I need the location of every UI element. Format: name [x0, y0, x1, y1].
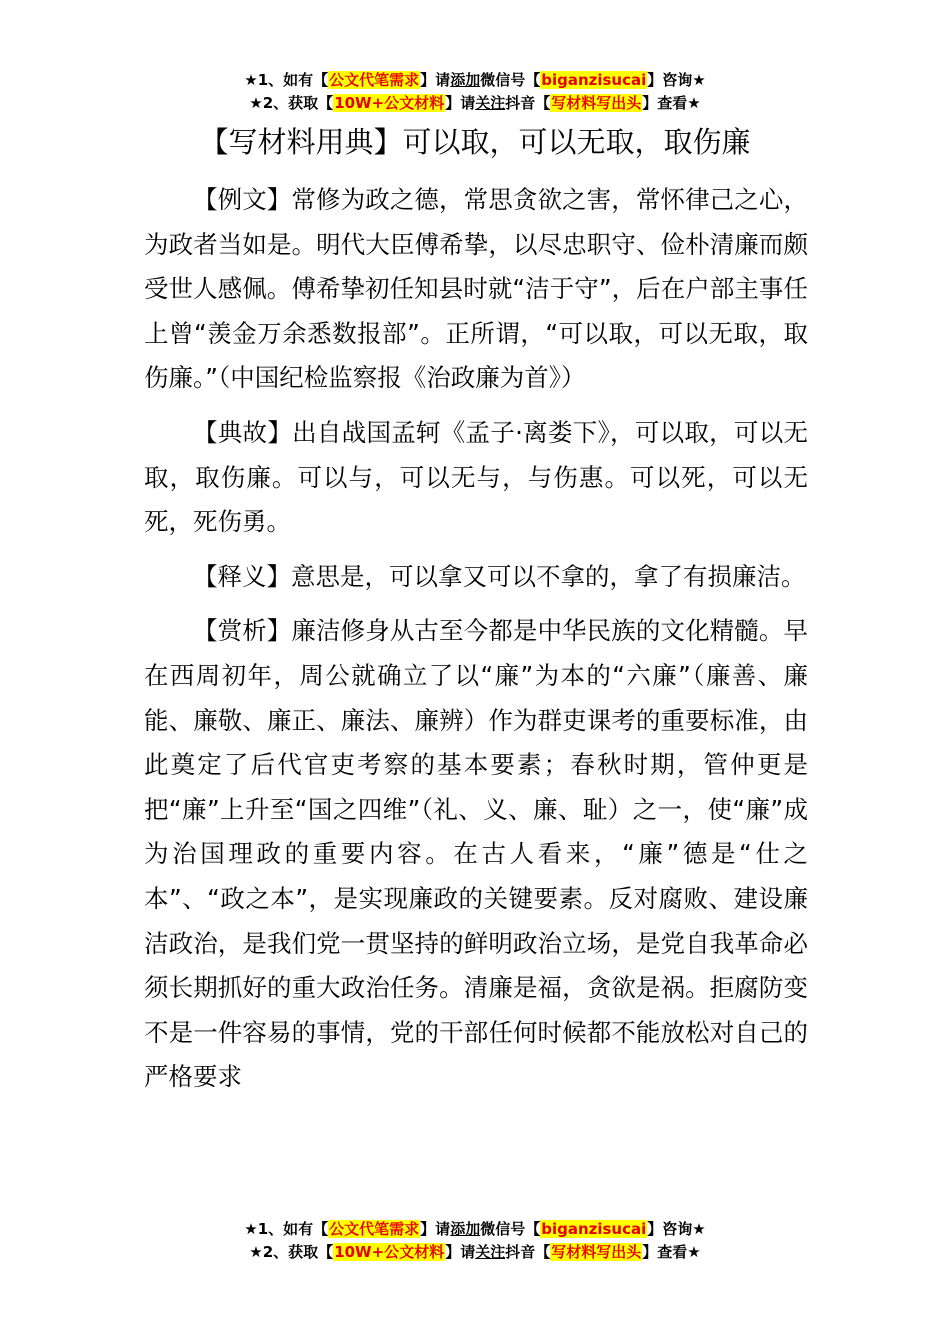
banner-text: 】请: [445, 1243, 476, 1261]
paragraph-allusion: 【典故】出自战国孟轲《孟子·离娄下》，可以取，可以无取，取伤廉。可以与，可以无与，与伤惠。可以死，可以无死，死伤勇。: [144, 417, 808, 537]
banner-text: 微信号【: [480, 1220, 541, 1238]
header-banner: [0, 69, 950, 115]
paragraph-example: 【例文】常修为政之德，常思贪欲之害，常怀律己之心，为政者当如是。明代大臣傅希挚，以尽忠职守、俭朴清廉而颇受世人感佩。傅希挚初任知县时就“洁于守”，后在户部主事任上曾“羡金万余悉数报部”。正所谓，“可以取，可以无取，取伤廉。”（中国纪检监察报《治政廉为首》）: [144, 185, 808, 393]
banner-highlight: biganzisucai: [541, 71, 647, 89]
paragraph-appreciation: 【赏析】廉洁修身从古至今都是中华民族的文化精髓。早在西周初年，周公就确立了以“廉”为本的“六廉”（廉善、廉能、廉敬、廉正、廉法、廉辨）作为群吏课考的重要标准，由此奠定了后代官吏考察的基本要素；春秋时期，管仲更是把“廉”上升至“国之四维”（礼、义、廉、耻）之一，使“廉”成为治国理政的重要内容。在古人看来，“廉”德是“仕之本”、“政之本”，是实现廉政的关键要素。反对腐败、建设廉洁政治，是我们党一贯坚持的鲜明政治立场，是党自我革命必须长期抓好的重大政治任务。清廉是福，贪欲是祸。拒腐防变不是一件容易的事情，党的干部任何时候都不能放松对自己的严格要求: [144, 616, 808, 1092]
banner-text: 抖音【: [505, 1243, 551, 1261]
footer-banner-line-1: [0, 1218, 950, 1241]
banner-emphasis: 关注: [475, 1243, 506, 1261]
banner-text: 】请: [420, 1220, 451, 1238]
banner-emphasis: 添加: [450, 1220, 481, 1238]
banner-highlight: biganzisucai: [541, 1220, 647, 1238]
header-banner-line-1: [0, 69, 950, 92]
banner-text: ★2、获取【: [249, 1243, 334, 1261]
banner-text: ★2、获取【: [249, 94, 334, 112]
banner-text: ★1、如有【: [244, 71, 329, 89]
document-body: [144, 178, 808, 1100]
banner-highlight: 公文代笔需求: [329, 1220, 420, 1238]
header-banner-line-2: [0, 92, 950, 115]
banner-text: 抖音【: [505, 94, 551, 112]
banner-emphasis: 关注: [475, 94, 506, 112]
banner-highlight: 公文代笔需求: [329, 71, 420, 89]
banner-emphasis: 添加: [450, 71, 481, 89]
banner-text: ★1、如有【: [244, 1220, 329, 1238]
banner-text: 】查看★: [642, 1243, 701, 1261]
banner-text: 】咨询★: [647, 1220, 706, 1238]
banner-highlight: 写材料写出头: [551, 1243, 642, 1261]
footer-banner: [0, 1218, 950, 1264]
banner-text: 微信号【: [480, 71, 541, 89]
banner-highlight: 10W+公文材料: [334, 1243, 445, 1261]
banner-text: 】查看★: [642, 94, 701, 112]
banner-highlight: 写材料写出头: [551, 94, 642, 112]
banner-text: 】咨询★: [647, 71, 706, 89]
banner-highlight: 10W+公文材料: [334, 94, 445, 112]
banner-text: 】请: [420, 71, 451, 89]
footer-banner-line-2: [0, 1241, 950, 1264]
paragraph-meaning: 【释义】意思是，可以拿又可以不拿的，拿了有损廉洁。: [193, 561, 806, 591]
banner-text: 】请: [445, 94, 476, 112]
document-title: 【写材料用典】可以取，可以无取，取伤廉: [199, 125, 751, 159]
